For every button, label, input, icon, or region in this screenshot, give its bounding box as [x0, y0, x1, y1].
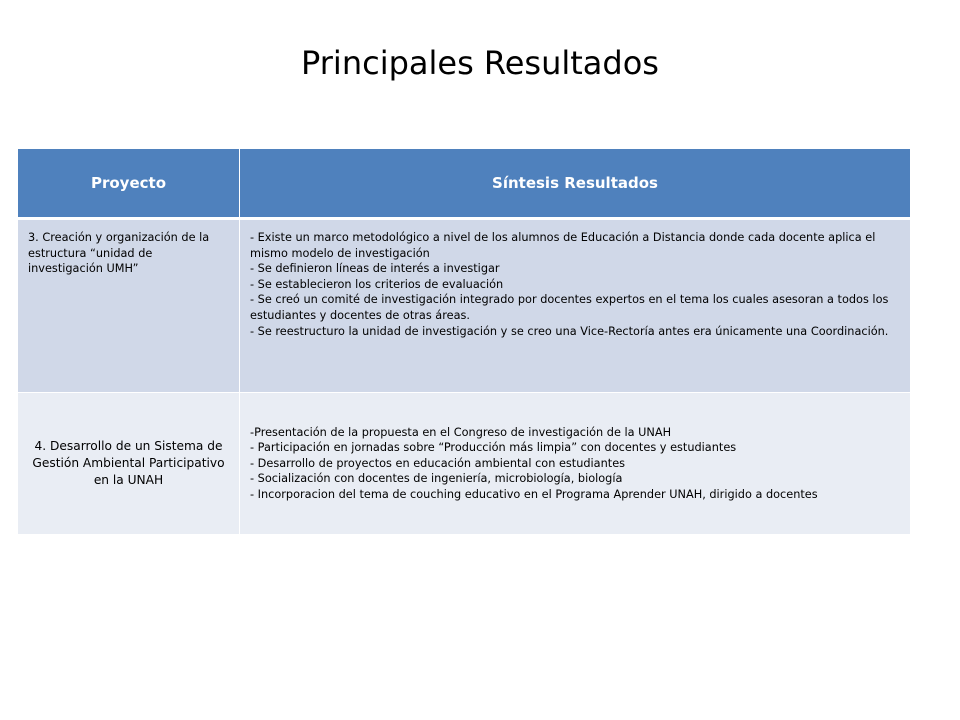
table-row: [18, 220, 910, 393]
result-line: - Se reestructuro la unidad de investigación y se creo una Vice-Rectoría antes era únicamente una Coordinación.: [250, 324, 889, 338]
result-line: - Se definieron líneas de interés a investigar: [250, 262, 500, 276]
results-cell: [240, 393, 910, 534]
slide-title: Principales Resultados: [301, 44, 659, 82]
results-cell: [240, 220, 910, 393]
result-line: - Socialización con docentes de ingeniería, microbiología, biología: [250, 472, 623, 486]
result-line: -Presentación de la propuesta en el Congreso de investigación de la UNAH: [250, 425, 672, 439]
column-header-proyecto: Proyecto: [18, 149, 240, 220]
project-cell: 4. Desarrollo de un Sistema de Gestión Ambiental Participativo en la UNAH: [18, 393, 240, 534]
result-line: - Existe un marco metodológico a nivel de los alumnos de Educación a Distancia donde cada docente aplica el mismo modelo de investigación: [250, 231, 876, 260]
result-line: - Se creó un comité de investigación integrado por docentes expertos en el tema los cuales asesoran a todos los estudiantes y docentes de otras áreas.: [250, 293, 889, 322]
project-cell: 3. Creación y organización de la estructura “unidad de investigación UMH”: [18, 220, 240, 393]
result-line: - Desarrollo de proyectos en educación ambiental con estudiantes: [250, 456, 626, 470]
results-table: [18, 149, 910, 534]
result-line: - Incorporacion del tema de couching educativo en el Programa Aprender UNAH, dirigido a docentes: [250, 487, 818, 501]
table-row: [18, 393, 910, 534]
table-header-row: [18, 149, 910, 220]
result-line: - Se establecieron los criterios de evaluación: [250, 277, 504, 291]
result-line: - Participación en jornadas sobre “Producción más limpia” con docentes y estudiantes: [250, 441, 737, 455]
column-header-sintesis-resultados: Síntesis Resultados: [240, 149, 910, 220]
